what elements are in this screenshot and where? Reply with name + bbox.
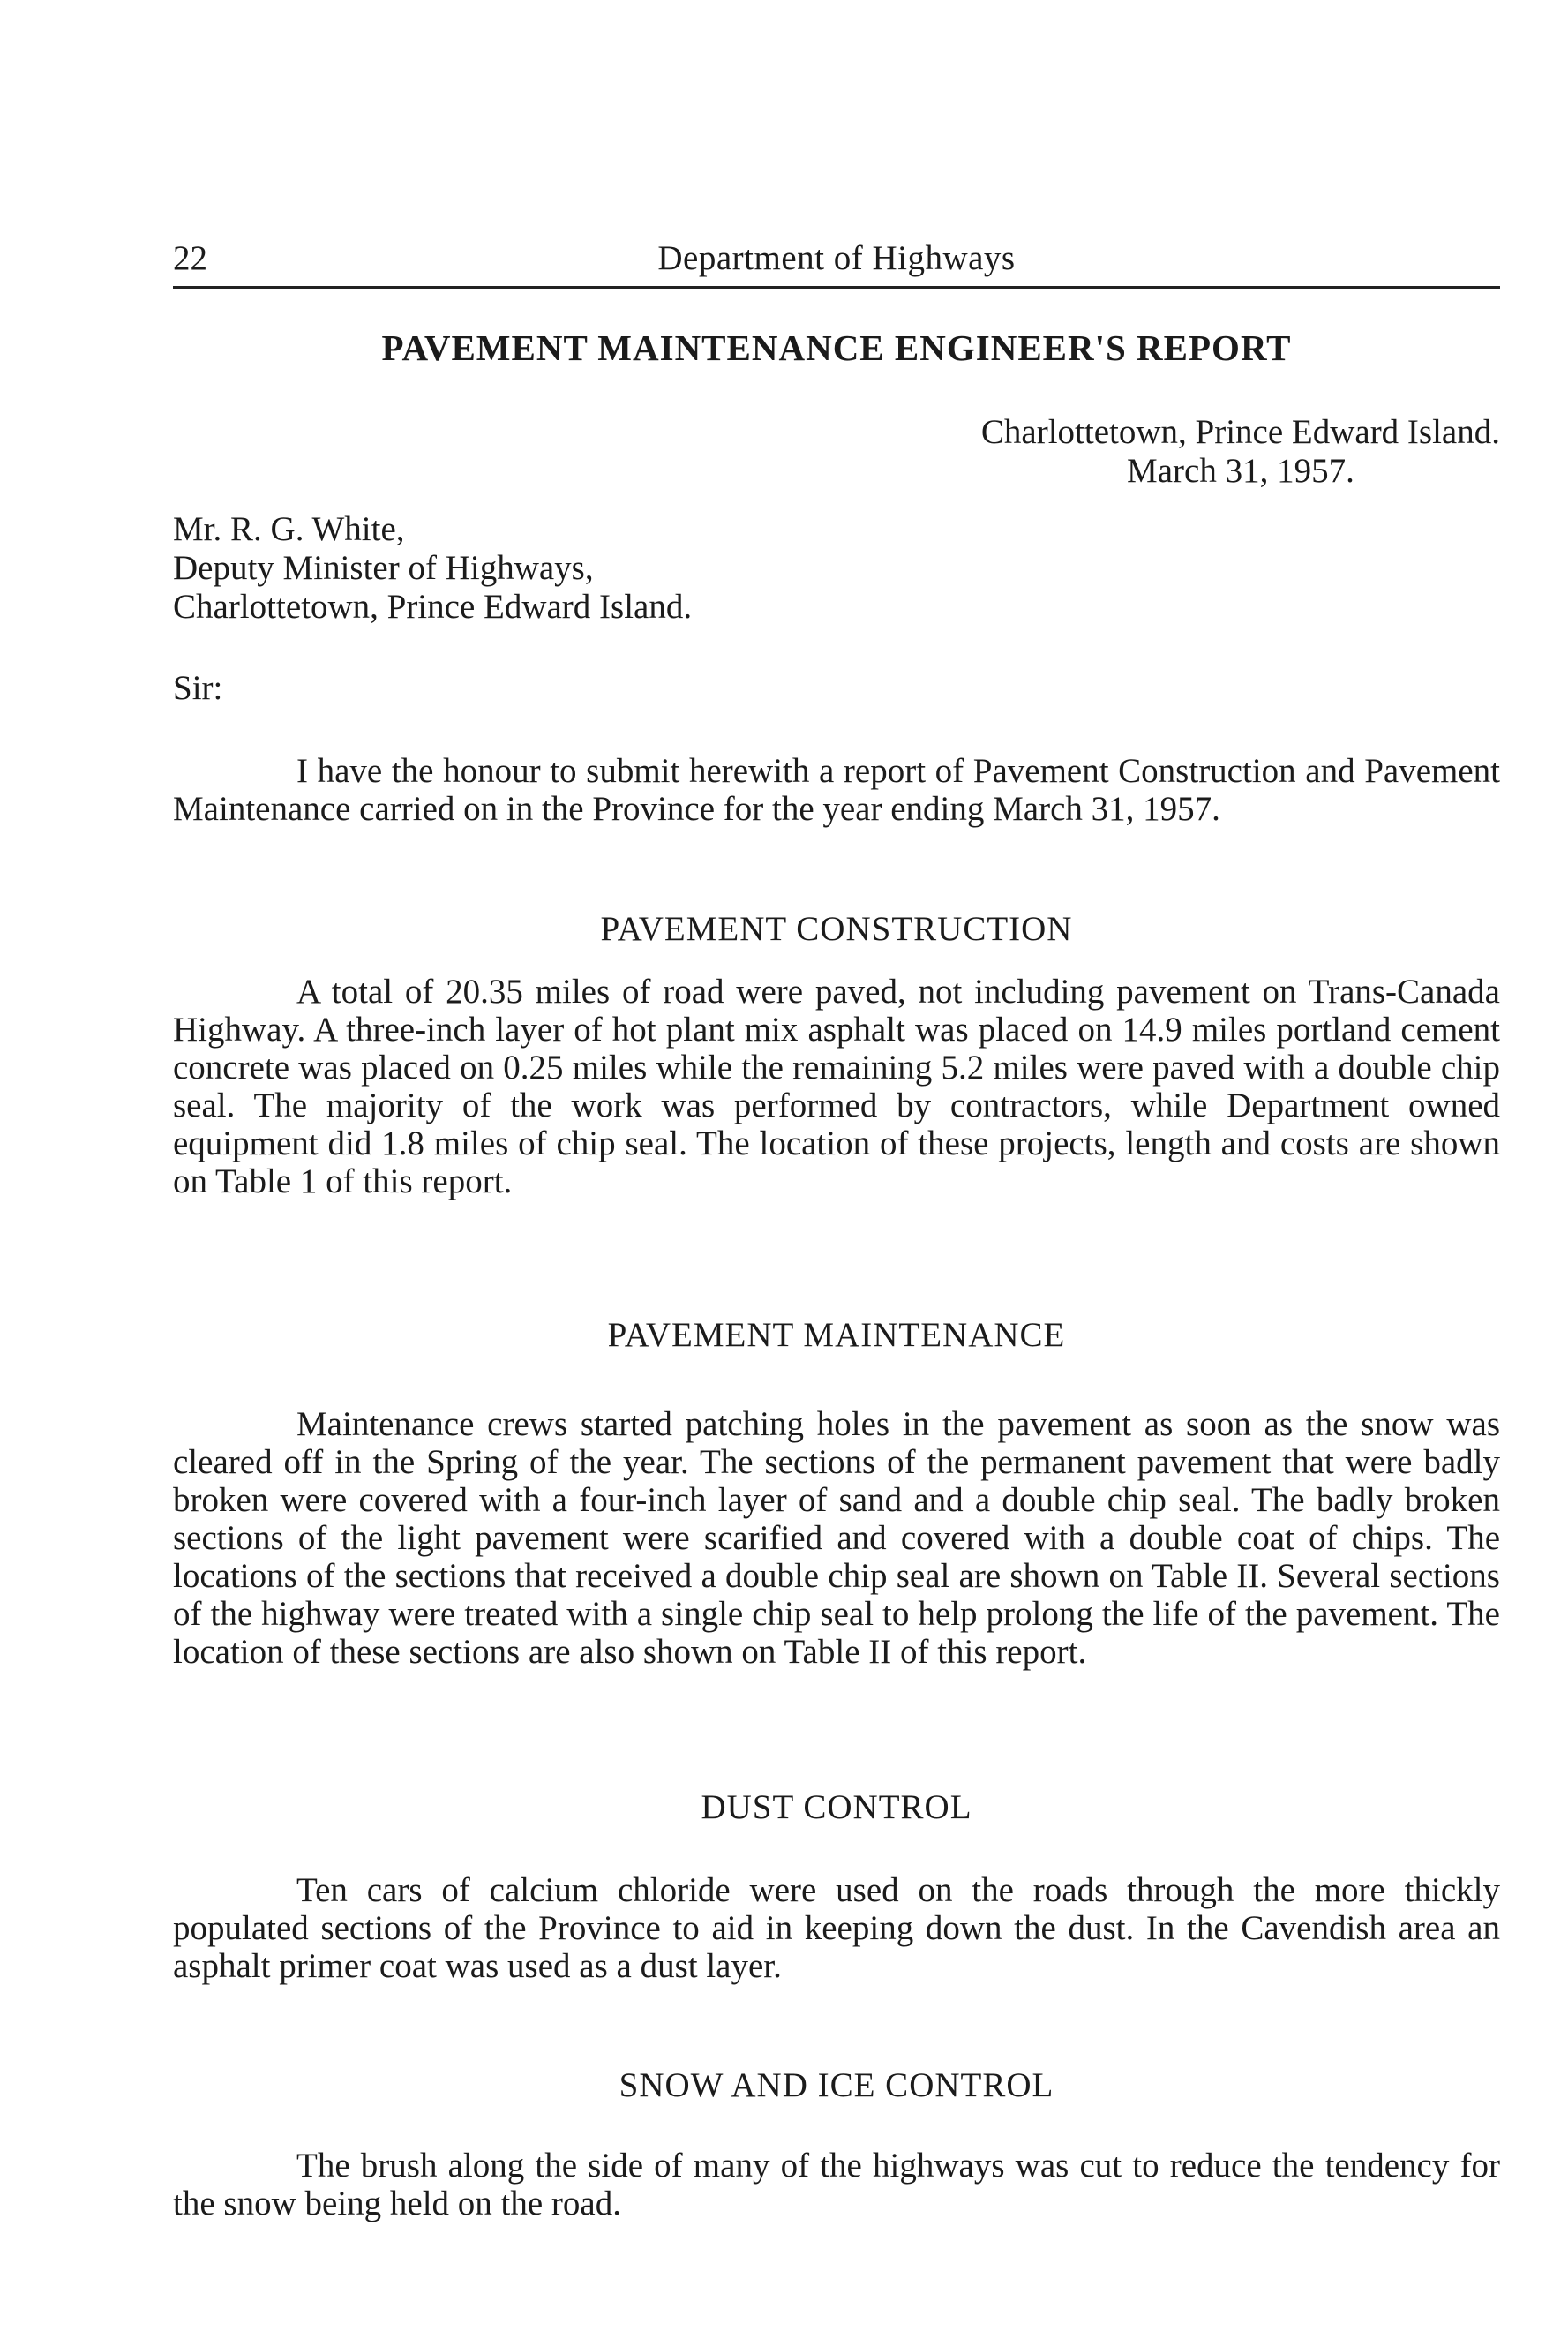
running-title: Department of Highways — [657, 239, 1016, 277]
section-heading-snow-ice-control: SNOW AND ICE CONTROL — [619, 2066, 1054, 2104]
header-rule — [173, 286, 1500, 289]
address-line-2: Deputy Minister of Highways, — [173, 549, 594, 587]
salutation: Sir: — [173, 669, 223, 707]
place-date-block — [981, 413, 1500, 491]
report-title: PAVEMENT MAINTENANCE ENGINEER'S REPORT — [381, 327, 1292, 368]
section-body-pavement-maintenance: Maintenance crews started patching holes in the pavement as soon as the snow was cleared off in the Spring of the year. The sections of the permanent pavement that were badly broken were covered with a four-inch layer of sand and a double chip seal. The badly broken sections of the light pavement were scarified and covered with a double coat of chips. The locations of the sections that received a double chip seal are shown on Table II. Several sections of the highway were treated with a single chip seal to help prolong the life of the pavement. The location of these sections are also shown on Table II of this report. — [173, 1405, 1500, 1671]
intro-paragraph: I have the honour to submit herewith a report of Pavement Construction and Pavement Maintenance carried on in the Province for the year ending March 31, 1957. — [173, 752, 1500, 828]
section-heading-dust-control: DUST CONTROL — [701, 1788, 972, 1826]
page-number: 22 — [173, 239, 207, 277]
section-heading-pavement-construction: PAVEMENT CONSTRUCTION — [600, 910, 1073, 948]
place-line: Charlottetown, Prince Edward Island. — [980, 413, 1500, 451]
address-line-1: Mr. R. G. White, — [173, 510, 405, 548]
running-header — [173, 237, 1500, 281]
address-line-3: Charlottetown, Prince Edward Island. — [173, 588, 693, 626]
section-body-snow-ice-control: The brush along the side of many of the highways was cut to reduce the tendency for the snow being held on the road. — [173, 2147, 1500, 2222]
address-block — [173, 510, 692, 627]
section-body-dust-control: Ten cars of calcium chloride were used on the roads through the more thickly populated sections of the Province to aid in keeping down the dust. In the Cavendish area an asphalt primer coat was used as a dust layer. — [173, 1871, 1500, 1985]
date-line: March 31, 1957. — [1127, 452, 1354, 490]
section-body-pavement-construction: A total of 20.35 miles of road were paved, not including pavement on Trans-Canada Highway. A three-inch layer of hot plant mix asphalt was placed on 14.9 miles portland cement concrete was placed on 0.25 miles while the remaining 5.2 miles were paved with a double chip seal. The majority of the work was performed by contractors, while Department owned equipment did 1.8 miles of chip seal. The location of these projects, length and costs are shown on Table 1 of this report. — [173, 973, 1500, 1200]
section-heading-pavement-maintenance: PAVEMENT MAINTENANCE — [607, 1316, 1066, 1354]
